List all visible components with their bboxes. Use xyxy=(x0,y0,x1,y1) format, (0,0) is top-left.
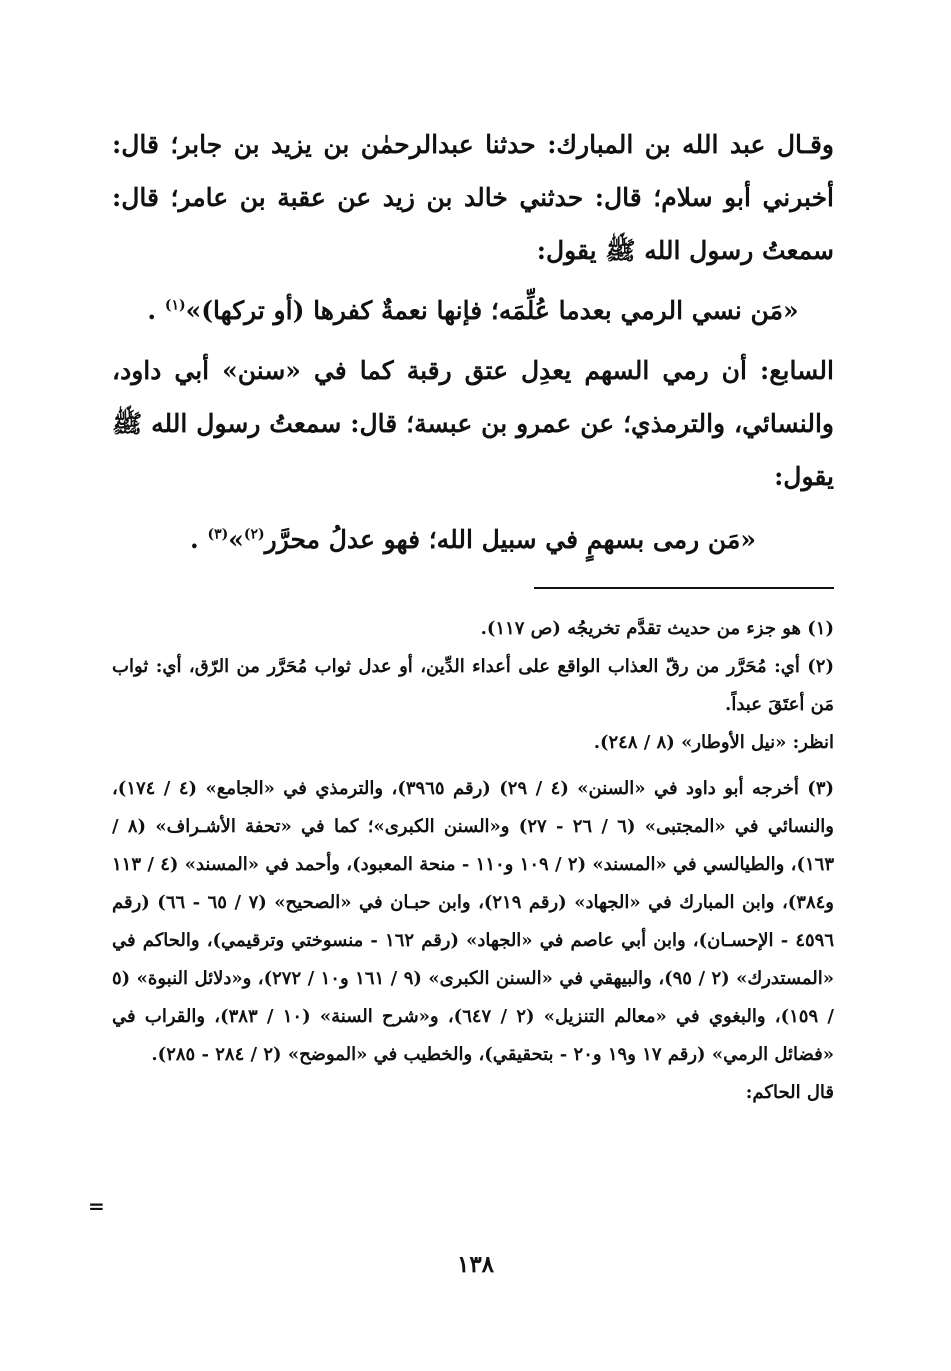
footnote-3: (٣) أخرجه أبو داود في «السنن» (٤ / ٢٩) (رقم ٣٩٦٥)، والترمذي في «الجامع» (٤ / ١٧٤)، والنسائي في «المجتبى» (٦ / ٢٦ - ٢٧) و«السنن الكبرى»؛ كما في «تحفة الأشـراف» (٨ / ١٦٣)، والطيالسي في «المسند» (٢ / ١٠٩ و١١٠ - منحة المعبود)، وأحمد في «المسند» (٤ / ١١٣ و٣٨٤)، وابن المبارك في «الجهاد» (رقم ٢١٩)، وابن حبـان في «الصحيح» (٧ / ٦٥ - ٦٦) (رقم ٤٥٩٦ - الإحسـان)، وابن أبي عاصم في «الجهاد» (رقم ١٦٢ - منسوختي وترقيمي)، والحاكم في «المستدرك» (٢ / ٩٥)، والبيهقي في «السنن الكبرى» (٩ / ١٦١ و١٠ / ٢٧٢)، و«دلائل النبوة» (٥ / ١٥٩)، والبغوي في «معالم التنزيل» (٢ / ٦٤٧)، و«شرح السنة» (١٠ / ٣٨٣)، والقراب في «فضائل الرمي» (رقم ١٧ و١٩ و٢٠ - بتحقيقي)، والخطيب في «الموضح» (٢ / ٢٨٤ - ٢٨٥). xyxy=(112,778,835,1065)
continuation-mark: = xyxy=(88,1194,105,1218)
hadith-quote-2-text: «مَن رمى بسهمٍ في سبيل الله؛ فهو عدلُ محرَّر xyxy=(264,525,756,554)
hadith-quote-2: «مَن رمى بسهمٍ في سبيل الله؛ فهو عدلُ محرَّر$^{(٢)}$»$^{(٣)}$ . xyxy=(190,525,756,554)
footnote-ref-3: (٣) xyxy=(207,526,229,543)
paragraph-hadith-chain: وقـال عبد الله بن المبارك: حدثنا عبدالرحمٰن بن يزيد بن جابر؛ قال: أخبرني أبو سلام؛ قال: حدثني خالد بن زيد عن عقبة بن عامر؛ قال: سمعتُ رسول الله ﷺ يقول: xyxy=(112,130,834,265)
footnote-separator xyxy=(534,587,834,589)
hadith-quote-1: «مَن نسي الرمي بعدما عُلِّمَه؛ فإنها نعمةٌ كفرها (أو تركها)»$^{(١)}$ . xyxy=(147,296,799,325)
footnote-2: (٢) أي: مُحَرَّر من رقّ العذاب الواقع على أعداء الدِّين، أو عدل ثواب مُحَرَّر من الرّق، أي: ثواب مَن أعتَقَ عبداً. xyxy=(112,656,834,715)
paragraph-seventh-lead: السابع: xyxy=(760,356,834,385)
paragraph-seventh-text: أن رمي السهم يعدِل عتق رقبة كما في «سنن» أبي داود، والنسائي، والترمذي؛ عن عمرو بن عبسة؛ قال: سمعتُ رسول الله ﷺ يقول: xyxy=(112,356,834,491)
footnote-1: (١) هو جزء من حديث تقدَّم تخريجُه (ص ١١٧). xyxy=(480,618,834,639)
footnote-ref-2: (٢) xyxy=(243,526,265,543)
footnote-ref-1: (١) xyxy=(164,297,186,314)
main-text xyxy=(112,118,834,573)
paragraph-seventh xyxy=(112,344,834,503)
footnotes xyxy=(112,610,834,1112)
footnote-3-continue: قال الحاكم: xyxy=(745,1082,834,1103)
footnote-2-see: انظر: «نيل الأوطار» (٨ / ٢٤٨). xyxy=(593,732,834,753)
hadith-quote-1-text: «مَن نسي الرمي بعدما عُلِّمَه؛ فإنها نعمةٌ كفرها (أو تركها)» xyxy=(185,296,799,325)
page-number: ١٣٨ xyxy=(456,1251,495,1278)
hadith-quote-2-close: » xyxy=(228,525,244,554)
